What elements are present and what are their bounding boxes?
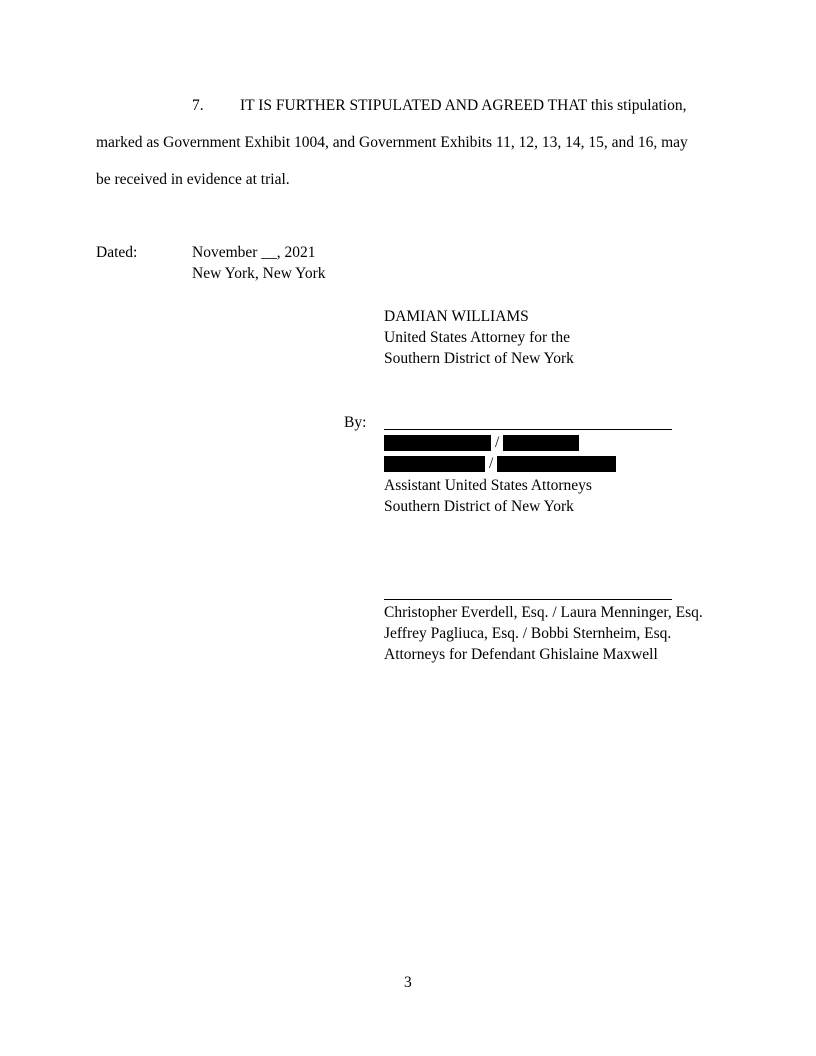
by-label: By: <box>344 414 367 431</box>
page-number: 3 <box>404 974 412 991</box>
defense-attorneys-line-1: Christopher Everdell, Esq. / Laura Menninger, Esq. <box>384 604 703 621</box>
prosecutor-district: Southern District of New York <box>384 350 574 367</box>
redaction-box <box>384 456 485 472</box>
government-district: Southern District of New York <box>384 498 574 515</box>
defense-signature-line <box>384 599 672 600</box>
prosecutor-title: United States Attorney for the <box>384 329 570 346</box>
defense-attorneys-line-2: Jeffrey Pagliuca, Esq. / Bobbi Sternheim, Esq. <box>384 625 672 642</box>
prosecutor-name: DAMIAN WILLIAMS <box>384 308 529 325</box>
government-signature-line <box>384 429 672 430</box>
name-separator: / <box>489 455 494 472</box>
paragraph-line-3: be received in evidence at trial. <box>96 171 290 188</box>
defense-attorneys-line-3: Attorneys for Defendant Ghislaine Maxwell <box>384 646 658 663</box>
redaction-box <box>384 435 491 451</box>
dated-place: New York, New York <box>192 265 326 282</box>
dated-date: November __, 2021 <box>192 244 316 261</box>
paragraph-line-2: marked as Government Exhibit 1004, and Government Exhibits 11, 12, 13, 14, 15, and 16, may <box>96 134 688 151</box>
paragraph-number: 7. <box>192 97 204 114</box>
government-role: Assistant United States Attorneys <box>384 477 592 494</box>
name-separator: / <box>495 434 500 451</box>
redaction-box <box>503 435 579 451</box>
redaction-box <box>497 456 616 472</box>
paragraph-line-1: IT IS FURTHER STIPULATED AND AGREED THAT this stipulation, <box>240 97 687 114</box>
dated-label: Dated: <box>96 244 138 261</box>
